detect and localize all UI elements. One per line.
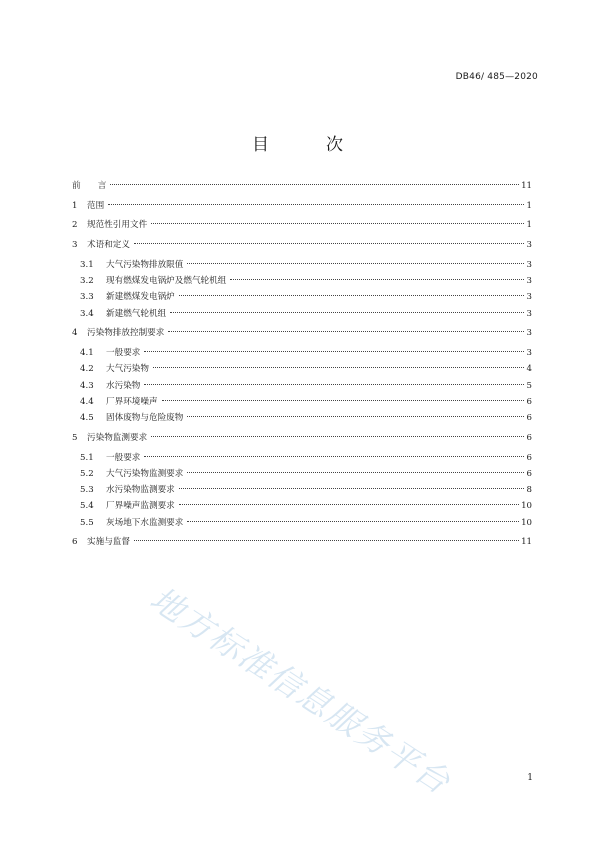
toc-entry-6[interactable] bbox=[72, 534, 532, 550]
toc-dot-leader bbox=[179, 503, 519, 505]
toc-dot-leader bbox=[179, 487, 524, 489]
toc-entry-4-1[interactable] bbox=[72, 345, 532, 361]
toc-entry-number: 4.4 bbox=[80, 396, 94, 407]
toc-dot-leader bbox=[151, 435, 524, 437]
toc-entry-page: 3 bbox=[526, 328, 532, 339]
toc-entry-label: 新建燃煤发电锅炉 bbox=[106, 292, 175, 303]
toc-dot-leader bbox=[134, 539, 519, 541]
toc-entry-5-3[interactable] bbox=[72, 482, 532, 498]
toc-entry-number: 4.1 bbox=[80, 348, 94, 359]
toc-entry-number: 3.4 bbox=[80, 308, 94, 319]
watermark: 地方标准信息服务平台 bbox=[143, 578, 459, 803]
toc-entry-number: 4.5 bbox=[80, 413, 94, 424]
toc-entry-number: 4.3 bbox=[80, 380, 94, 391]
toc-entry-3-4[interactable] bbox=[72, 306, 532, 322]
page-number: 1 bbox=[527, 773, 533, 783]
toc-entry-label: 新建燃气轮机组 bbox=[106, 308, 167, 319]
toc-entry-label: 范围 bbox=[87, 200, 105, 211]
toc-entry-label: 现有燃煤发电锅炉及燃气轮机组 bbox=[106, 276, 227, 287]
toc-entry-4-2[interactable] bbox=[72, 361, 532, 377]
toc-entry-number: 5 bbox=[72, 432, 78, 443]
toc-entry-page: 8 bbox=[526, 485, 532, 496]
toc-entry-3[interactable] bbox=[72, 237, 532, 253]
toc-dot-leader bbox=[187, 415, 524, 417]
toc-entry-5[interactable] bbox=[72, 430, 532, 446]
toc-dot-leader bbox=[144, 350, 524, 352]
toc-entry-label: 污染物监测要求 bbox=[87, 432, 148, 443]
toc-entry-3-1[interactable] bbox=[72, 257, 532, 273]
toc-entry-page: 6 bbox=[526, 468, 532, 479]
toc-entry-1[interactable] bbox=[72, 198, 532, 214]
toc-entry-number: 5.2 bbox=[80, 468, 94, 479]
toc-entry-label: 规范性引用文件 bbox=[87, 220, 148, 231]
toc-entry-label: 术语和定义 bbox=[87, 240, 130, 251]
toc-entry-label: 一般要求 bbox=[106, 348, 141, 359]
toc-entry-label: 灰场地下水监测要求 bbox=[106, 517, 184, 528]
toc-entry-number: 2 bbox=[72, 220, 78, 231]
toc-entry-number: 6 bbox=[72, 537, 78, 548]
toc-dot-leader bbox=[230, 278, 524, 280]
toc-entry-3-2[interactable] bbox=[72, 273, 532, 289]
toc-entry-label: 水污染物监测要求 bbox=[106, 485, 175, 496]
toc-entry-label: 一般要求 bbox=[106, 452, 141, 463]
toc-entry-page: 1 bbox=[526, 220, 532, 231]
toc-entry-number: 3 bbox=[72, 240, 78, 251]
toc-dot-leader bbox=[153, 366, 524, 368]
toc-entry-5-2[interactable] bbox=[72, 466, 532, 482]
toc-entry-page: 6 bbox=[526, 432, 532, 443]
toc-entry-number: 3.2 bbox=[80, 276, 94, 287]
toc-entry-label: 大气污染物 bbox=[106, 364, 149, 375]
toc-entry-number: 4.2 bbox=[80, 364, 94, 375]
toc-entry-number: 3.3 bbox=[80, 292, 94, 303]
toc-entry-5-4[interactable] bbox=[72, 498, 532, 514]
toc-entry-4-4[interactable] bbox=[72, 394, 532, 410]
toc-entry-number: 3.1 bbox=[80, 259, 94, 270]
toc-dot-leader bbox=[110, 183, 519, 185]
toc-entry-page: 3 bbox=[526, 259, 532, 270]
page-title: 目 次 bbox=[252, 135, 363, 155]
toc-entry-page: 3 bbox=[526, 276, 532, 287]
toc-entry-label: 污染物排放控制要求 bbox=[87, 328, 165, 339]
toc-entry-label: 实施与监督 bbox=[87, 537, 130, 548]
toc-dot-leader bbox=[187, 471, 524, 473]
toc-dot-leader bbox=[170, 311, 524, 313]
toc-entry-label: 大气污染物排放限值 bbox=[106, 259, 184, 270]
toc-dot-leader bbox=[179, 294, 524, 296]
toc-entry-number: 5.3 bbox=[80, 485, 94, 496]
toc-entry-foreword[interactable] bbox=[72, 178, 532, 194]
toc-entry-4-5[interactable] bbox=[72, 410, 532, 426]
toc-entry-number: 1 bbox=[72, 200, 78, 211]
toc-entry-page: 3 bbox=[526, 348, 532, 359]
toc-entry-page: 4 bbox=[526, 364, 532, 375]
toc-dot-leader bbox=[144, 455, 524, 457]
toc-entry-label: 厂界噪声监测要求 bbox=[106, 501, 175, 512]
toc-dot-leader bbox=[151, 222, 524, 224]
toc-entry-label: 水污染物 bbox=[106, 380, 141, 391]
toc-entry-page: 11 bbox=[521, 181, 532, 191]
toc-dot-leader bbox=[134, 242, 524, 244]
toc-dot-leader bbox=[187, 520, 519, 522]
toc-entry-5-1[interactable] bbox=[72, 450, 532, 466]
toc-entry-page: 6 bbox=[526, 396, 532, 407]
toc-entry-page: 6 bbox=[526, 413, 532, 424]
toc-entry-page: 10 bbox=[521, 501, 532, 512]
toc-entry-4[interactable] bbox=[72, 325, 532, 341]
toc-entry-page: 11 bbox=[521, 537, 532, 548]
toc-dot-leader bbox=[168, 330, 524, 332]
toc-dot-leader bbox=[162, 399, 524, 401]
toc-entry-number: 5.5 bbox=[80, 517, 94, 528]
toc-entry-page: 3 bbox=[526, 308, 532, 319]
toc-dot-leader bbox=[187, 262, 524, 264]
toc-entry-2[interactable] bbox=[72, 217, 532, 233]
toc-entry-number: 5.1 bbox=[80, 452, 94, 463]
toc-entry-label: 厂界环境噪声 bbox=[106, 396, 158, 407]
toc-entry-4-3[interactable] bbox=[72, 378, 532, 394]
toc-entry-page: 1 bbox=[526, 200, 532, 211]
toc-entry-page: 5 bbox=[526, 380, 532, 391]
toc-entry-page: 10 bbox=[521, 517, 532, 528]
toc-entry-label: 前 言 bbox=[72, 181, 107, 191]
toc-entry-label: 大气污染物监测要求 bbox=[106, 468, 184, 479]
toc-dot-leader bbox=[108, 203, 524, 205]
standard-code: DB46/ 485—2020 bbox=[455, 72, 538, 82]
toc-entry-number: 5.4 bbox=[80, 501, 94, 512]
toc-entry-page: 6 bbox=[526, 452, 532, 463]
table-of-contents bbox=[72, 178, 532, 551]
toc-entry-label: 固体废物与危险废物 bbox=[106, 413, 184, 424]
toc-entry-3-3[interactable] bbox=[72, 289, 532, 305]
toc-entry-5-5[interactable] bbox=[72, 515, 532, 531]
toc-dot-leader bbox=[144, 383, 524, 385]
toc-entry-number: 4 bbox=[72, 328, 78, 339]
toc-entry-page: 3 bbox=[526, 292, 532, 303]
toc-entry-page: 3 bbox=[526, 240, 532, 251]
